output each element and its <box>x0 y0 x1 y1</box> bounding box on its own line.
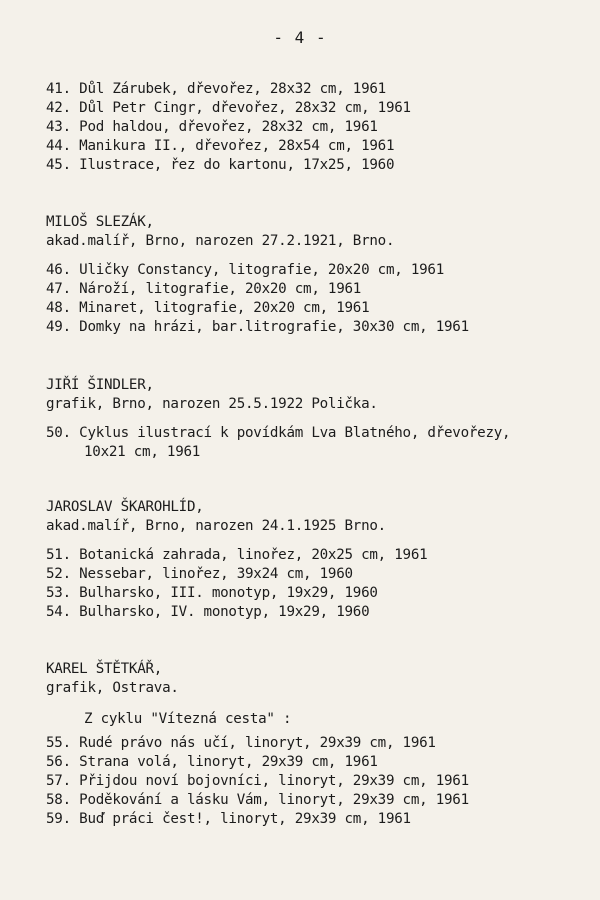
list-item: 52. Nessebar, linořez, 39x24 cm, 1960 <box>46 566 353 582</box>
list-item: 42. Důl Petr Cingr, dřevořez, 28x32 cm, 1961 <box>46 100 411 116</box>
list-item: 58. Poděkování a lásku Vám, linoryt, 29x39 cm, 1961 <box>46 792 469 808</box>
list-item: 43. Pod haldou, dřevořez, 28x32 cm, 1961 <box>46 119 378 135</box>
artist-name: JIŘÍ ŠINDLER, <box>46 377 154 393</box>
cycle-intro: Z cyklu "Vítezná cesta" : <box>84 711 292 727</box>
list-item: 46. Uličky Constancy, litografie, 20x20 cm, 1961 <box>46 262 444 278</box>
artist-name: MILOŠ SLEZÁK, <box>46 214 154 230</box>
artist-name: JAROSLAV ŠKAROHLÍD, <box>46 499 204 515</box>
list-item: 54. Bulharsko, IV. monotyp, 19x29, 1960 <box>46 604 370 620</box>
list-item: 49. Domky na hrázi, bar.litrografie, 30x30 cm, 1961 <box>46 319 469 335</box>
list-item: 57. Přijdou noví bojovníci, linoryt, 29x39 cm, 1961 <box>46 773 469 789</box>
list-item: 55. Rudé právo nás učí, linoryt, 29x39 cm, 1961 <box>46 735 436 751</box>
list-item: 48. Minaret, litografie, 20x20 cm, 1961 <box>46 300 370 316</box>
artist-bio: akad.malíř, Brno, narozen 24.1.1925 Brno. <box>46 518 386 534</box>
artist-bio: akad.malíř, Brno, narozen 27.2.1921, Brno. <box>46 233 395 249</box>
list-item: 53. Bulharsko, III. monotyp, 19x29, 1960 <box>46 585 378 601</box>
list-item: 47. Nároží, litografie, 20x20 cm, 1961 <box>46 281 362 297</box>
list-item: 50. Cyklus ilustrací k povídkám Lva Blatného, dřevořezy, <box>46 425 511 441</box>
list-item: 56. Strana volá, linoryt, 29x39 cm, 1961 <box>46 754 378 770</box>
list-item: 51. Botanická zahrada, linořez, 20x25 cm, 1961 <box>46 547 428 563</box>
list-item: 44. Manikura II., dřevořez, 28x54 cm, 1961 <box>46 138 395 154</box>
artist-bio: grafik, Brno, narozen 25.5.1922 Polička. <box>46 396 378 412</box>
artist-bio: grafik, Ostrava. <box>46 680 179 696</box>
list-item: 59. Buď práci čest!, linoryt, 29x39 cm, 1961 <box>46 811 411 827</box>
page-number: - 4 - <box>273 28 327 47</box>
list-item-continuation: 10x21 cm, 1961 <box>84 444 201 460</box>
list-item: 41. Důl Zárubek, dřevořez, 28x32 cm, 1961 <box>46 81 386 97</box>
artist-name: KAREL ŠTĚTKÁŘ, <box>46 661 163 677</box>
list-item: 45. Ilustrace, řez do kartonu, 17x25, 1960 <box>46 157 395 173</box>
